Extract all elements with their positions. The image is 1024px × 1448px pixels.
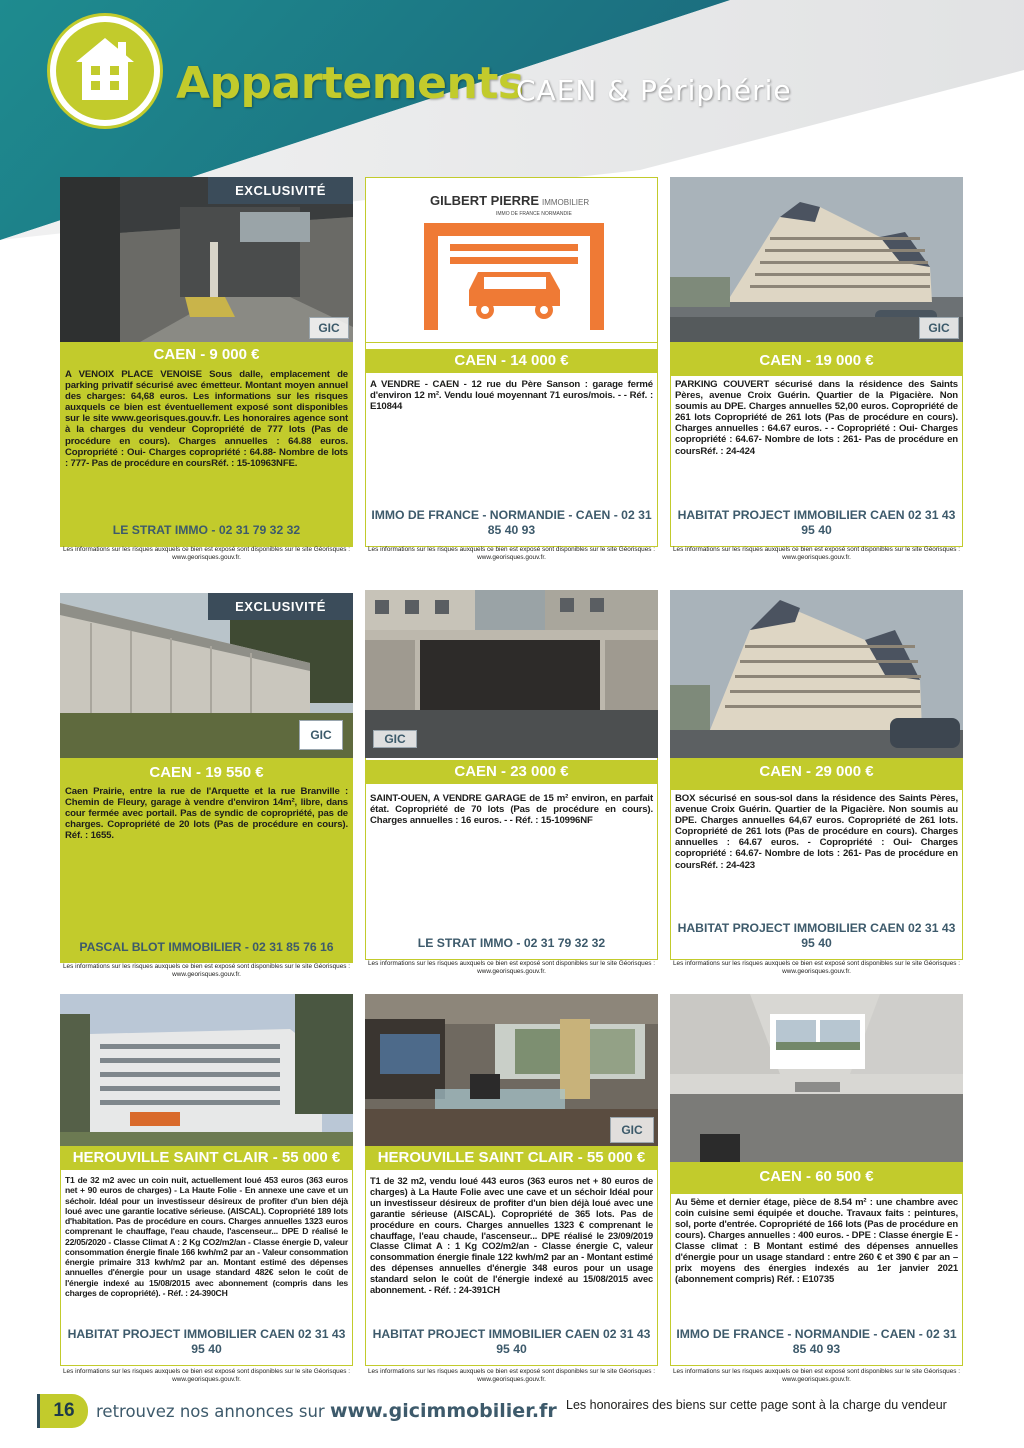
listing-photo bbox=[365, 590, 658, 758]
listing-agency[interactable]: HABITAT PROJECT IMMOBILIER CAEN 02 31 43 95 40 bbox=[67, 1327, 346, 1356]
listing-description: A VENOIX PLACE VENOISE Sous dalle, emplacement de parking privatif sécurisé avec émetteur. Montant moyen annuel des charges: 64,68 euros. Les informations sur les risques auxquels ce bien est éventuellement exposé sont disponibles sur le site www.georisques.gouv.fr. Les honoraires agence sont à la charges du vendeur Copropriété de 777 lots (Pas de procédure en cours). Charges annuelles : 64.88 euros. Copropriété : Oui- Charges copropriété : 64.88- Nombre de lots : 777- Pas de procédure en coursRéf. : 15-10963NFE. bbox=[65, 369, 348, 469]
listing-price: CAEN - 23 000 € bbox=[365, 760, 658, 784]
listing-description: BOX sécurisé en sous-sol dans la résidence des Saints Pères, avenue Croix Guérin. Quartier de la Pigacière. Non soumis au DPE. Charges annuelles 64,67 euros. Copropriété de 261 lots. Copropriété de 261 lots (Pas de procédure en cours). Charges annuelles : 64.67 euros. - Copropriété : Oui- Charges copropriété : 64.67- Nombre de lots : 261- Pas de procédure en coursRéf. : 24-423 bbox=[675, 793, 958, 871]
listing-photo bbox=[60, 593, 353, 758]
gic-logo: GIC bbox=[299, 720, 343, 750]
listing-photo bbox=[365, 177, 658, 342]
listing-card[interactable] bbox=[670, 590, 963, 985]
house-icon bbox=[50, 16, 160, 126]
listing-card[interactable] bbox=[365, 994, 658, 1384]
risk-footnote: Les informations sur les risques auxquels ce bien est exposé sont disponibles sur le site Géorisques : www.georisques.gouv.fr. bbox=[672, 546, 961, 562]
listing-price: HEROUVILLE SAINT CLAIR - 55 000 € bbox=[60, 1146, 353, 1170]
listing-card[interactable] bbox=[60, 593, 353, 985]
gic-logo: GIC bbox=[373, 730, 417, 748]
risk-footnote: Les informations sur les risques auxquels ce bien est exposé sont disponibles sur le site Géorisques : www.georisques.gouv.fr. bbox=[672, 960, 961, 976]
listing-agency[interactable]: IMMO DE FRANCE - NORMANDIE - CAEN - 02 31 85 40 93 bbox=[371, 508, 652, 537]
listing-card[interactable] bbox=[60, 177, 353, 569]
listing-price: CAEN - 60 500 € bbox=[670, 1165, 963, 1189]
listing-agency[interactable]: PASCAL BLOT IMMOBILIER - 02 31 85 76 16 bbox=[79, 940, 334, 954]
listing-description: A VENDRE - CAEN - 12 rue du Père Sanson : garage fermé d'environ 12 m². Vendu loué moyennant 71 euros/mois. - - Réf. : E10844 bbox=[370, 379, 653, 413]
footer-tagline bbox=[96, 1400, 557, 1422]
footer-tagline-text: retrouvez nos annonces sur bbox=[96, 1402, 325, 1421]
listing-price: CAEN - 19 000 € bbox=[670, 349, 963, 373]
page-number: 16 bbox=[40, 1394, 88, 1428]
listing-description: T1 de 32 m2 avec un coin nuit, actuellement loué 453 euros (363 euros net + 90 euros de charges) - La Haute Folie - En annexe une cave et un séchoir. Idéal pour un investisseur désireux de profiter d'un bien déjà loué avec une garantie locative sérieuse. (AISCAL). Copropriété 189 lots d'habitation. Pas de procédure en cours. Charges annuelles 1323 euros comprenant le chauffage, l'eau chaude, l'ascenseur... DPE D réalisé le 22/05/2020 - Classe Climat A : 2 Kg CO2/m2/an - Classe énergie D, valeur consommation énergie finale 166 kwh/m2 par an - Valeur consommation énergie primaire 313 kwh/m2 par an. Montant estimé des dépenses annuelles d'énergie pour un usage standard 482€ selon le coût de l'énergie indexé au 15/08/2015 avec abonnement (compris dans les charges de copropriété). - Réf. : 24-390CH bbox=[65, 1175, 348, 1298]
risk-footnote: Les informations sur les risques auxquels ce bien est exposé sont disponibles sur le site Géorisques : www.georisques.gouv.fr. bbox=[62, 1368, 351, 1384]
gic-logo: GIC bbox=[919, 317, 959, 339]
svg-text:IMMOBILIER: IMMOBILIER bbox=[542, 198, 590, 207]
listing-agency[interactable]: IMMO DE FRANCE - NORMANDIE - CAEN - 02 31 85 40 93 bbox=[676, 1327, 957, 1356]
listing-agency[interactable]: HABITAT PROJECT IMMOBILIER CAEN 02 31 43 95 40 bbox=[677, 921, 956, 950]
listing-card[interactable] bbox=[365, 177, 658, 569]
listing-card[interactable] bbox=[365, 590, 658, 985]
risk-footnote: Les informations sur les risques auxquels ce bien est exposé sont disponibles sur le site Géorisques : www.georisques.gouv.fr. bbox=[367, 960, 656, 976]
footer-website-link[interactable]: www.gicimmobilier.fr bbox=[329, 1400, 557, 1422]
listing-photo bbox=[670, 590, 963, 758]
listing-photo bbox=[670, 994, 963, 1162]
listing-photo bbox=[60, 177, 353, 342]
listing-photo bbox=[365, 994, 658, 1146]
listing-card[interactable] bbox=[60, 994, 353, 1384]
listing-card[interactable] bbox=[670, 177, 963, 569]
listing-price: CAEN - 9 000 € bbox=[60, 343, 353, 367]
listing-price: CAEN - 14 000 € bbox=[365, 349, 658, 373]
listing-price: HEROUVILLE SAINT CLAIR - 55 000 € bbox=[365, 1146, 658, 1170]
svg-text:IMMO DE FRANCE NORMANDIE: IMMO DE FRANCE NORMANDIE bbox=[496, 211, 572, 217]
risk-footnote: Les informations sur les risques auxquels ce bien est exposé sont disponibles sur le site Géorisques : www.georisques.gouv.fr. bbox=[62, 963, 351, 979]
listing-photo bbox=[60, 994, 353, 1146]
listing-description: SAINT-OUEN, A VENDRE GARAGE de 15 m² environ, en parfait état. Copropriété de 70 lots (Pas de procédure en cours). Charges annuelles : 16 euros. - - Réf. : 15-10996NF bbox=[370, 793, 653, 827]
listing-agency[interactable]: LE STRAT IMMO - 02 31 79 32 32 bbox=[417, 936, 606, 950]
page-title: Appartements bbox=[176, 58, 524, 109]
listing-photo bbox=[670, 177, 963, 342]
gilbert-pierre-logo: GILBERT PIERRE bbox=[430, 193, 540, 208]
gic-logo: GIC bbox=[610, 1117, 654, 1143]
listing-agency[interactable]: LE STRAT IMMO - 02 31 79 32 32 bbox=[112, 523, 301, 537]
listing-body bbox=[365, 758, 658, 960]
listing-price: CAEN - 19 550 € bbox=[60, 761, 353, 785]
footer-fees-note: Les honoraires des biens sur cette page sont à la charge du vendeur bbox=[566, 1398, 947, 1412]
listing-price: CAEN - 29 000 € bbox=[670, 760, 963, 784]
exclusivity-badge: EXCLUSIVITÉ bbox=[208, 593, 353, 620]
gic-logo: GIC bbox=[309, 317, 349, 339]
listing-agency[interactable]: HABITAT PROJECT IMMOBILIER CAEN 02 31 43 95 40 bbox=[372, 1327, 651, 1356]
listing-description: Caen Prairie, entre la rue de l'Arquette et la rue Branville : Chemin de Fleury, garage à vendre d'environ 14m², libre, dans cour fermée avec portail. Pas de syndic de copropriété, pas de charges. Copropriété de 20 lots (Pas de procédure en cours). Réf. : 1655. bbox=[65, 786, 348, 842]
risk-footnote: Les informations sur les risques auxquels ce bien est exposé sont disponibles sur le site Géorisques : www.georisques.gouv.fr. bbox=[62, 546, 351, 562]
listing-description: Au 5ème et dernier étage, pièce de 8.54 m² : une chambre avec coin cuisine semi équipée et douche. Travaux faits : peintures, sol, porte d'entrée. Copropriété de 166 lots (Pas de procédure en cours). Charges annuelles : 400 euros. - DPE : Classe énergie E - Classe climat : B Montant estimé des dépenses annuelles d'énergie pour un usage standard : entre 260 € et 390 € par an – prix moyens des énergies indexés au 1er janvier 2021 (abonnement compris) Réf. : E10735 bbox=[675, 1197, 958, 1285]
listing-description: PARKING COUVERT sécurisé dans la résidence des Saints Pères, avenue Croix Guérin. Quartier de la Pigacière. Non soumis au DPE. Charges annuelles 52,00 euros. Copropriété de 261 lots Copropriété de 261 lots (Pas de procédure en cours). Charges annuelles : 64.67 euros. - - Copropriété : Oui- Charges copropriété : 64.67- Nombre de lots : 261- Pas de procédure en coursRéf. : 24-424 bbox=[675, 379, 958, 457]
exclusivity-badge: EXCLUSIVITÉ bbox=[208, 177, 353, 204]
listing-card[interactable] bbox=[670, 994, 963, 1384]
risk-footnote: Les informations sur les risques auxquels ce bien est exposé sont disponibles sur le site Géorisques : www.georisques.gouv.fr. bbox=[367, 1368, 656, 1384]
listing-agency[interactable]: HABITAT PROJECT IMMOBILIER CAEN 02 31 43 95 40 bbox=[677, 508, 956, 537]
listing-description: T1 de 32 m2, vendu loué 443 euros (363 euros net + 80 euros de charges) à La Haute Folie avec une cave et un séchoir Idéal pour un investisseur désireux de profiter d'un bien déjà loué avec une garantie sérieuse (AISCAL). Copropriété de 365 lots. Pas de procédure en cours. Charges annuelles 1323 € comprenant le chauffage, l'eau chaude, l'ascenseur... DPE réalisé le 23/09/2019 Classe Climat A : 1 Kg CO2/m2/an - Classe énergie C, valeur consommation énergie finale 122 kwh/m2 par an - Montant estimé des dépenses annuelles d'énergie 348 euros pour un usage standard selon le coût de l'énergie indexé au 15/08/2015 avec abonnement. - Réf. : 24-391CH bbox=[370, 1176, 653, 1296]
risk-footnote: Les informations sur les risques auxquels ce bien est exposé sont disponibles sur le site Géorisques : www.georisques.gouv.fr. bbox=[672, 1368, 961, 1384]
page-subtitle: CAEN & Périphérie bbox=[516, 74, 792, 107]
risk-footnote: Les informations sur les risques auxquels ce bien est exposé sont disponibles sur le site Géorisques : www.georisques.gouv.fr. bbox=[367, 546, 656, 562]
